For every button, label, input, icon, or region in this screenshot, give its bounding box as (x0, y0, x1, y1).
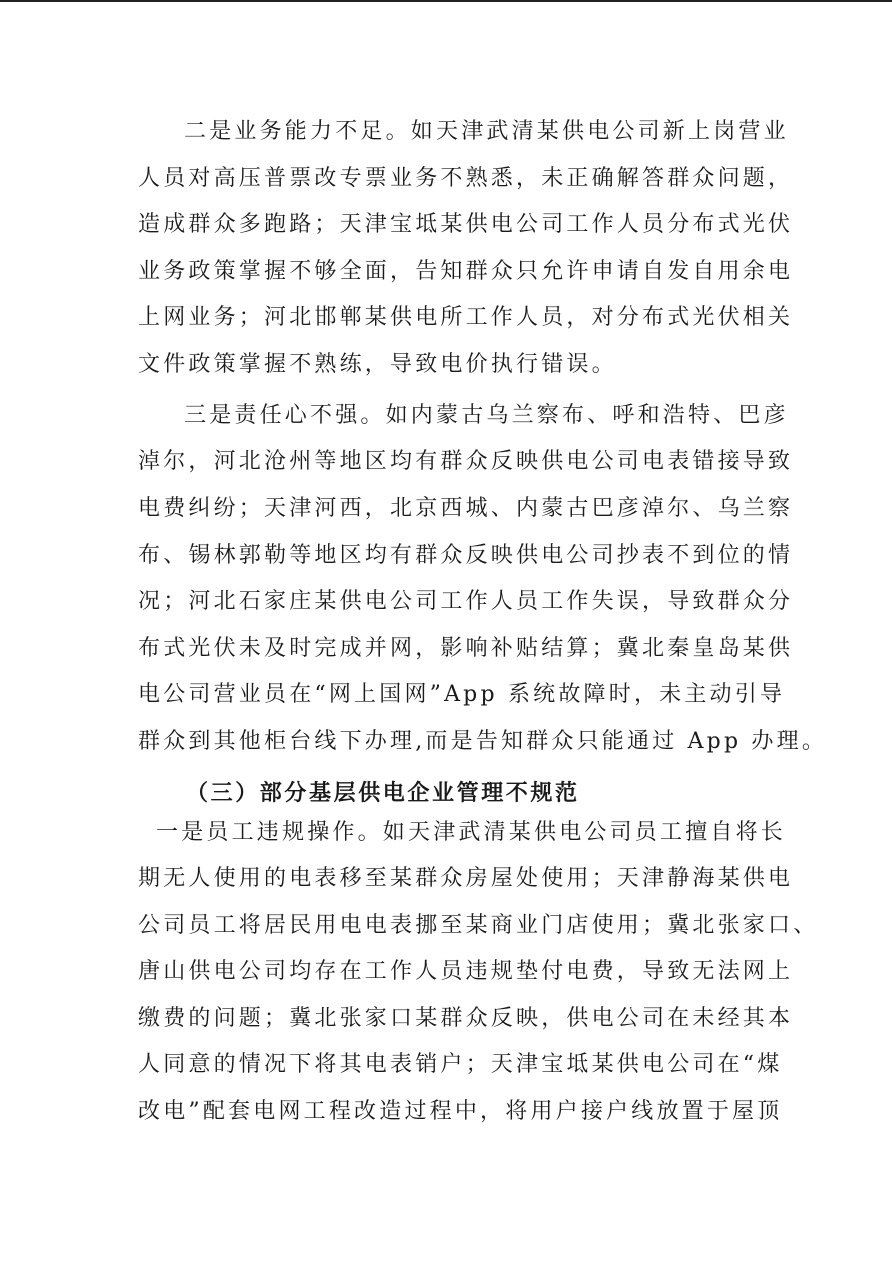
paragraph-1-line-4: 业务政策掌握不够全面，告知群众只允许申请自发自用余电 (138, 259, 794, 284)
paragraph-3-line-5: 缴费的问题；冀北张家口某群众反映，供电公司在未经其本 (138, 1006, 794, 1031)
paragraph-1-line-1: 二是业务能力不足。如天津武清某供电公司新上岗营业 (184, 119, 789, 144)
paragraph-2-line-8: 群众到其他柜台线下办理,而是告知群众只能通过 App 办理。 (138, 729, 828, 754)
paragraph-3-line-7: 改电”配套电网工程改造过程中，将用户接户线放置于屋顶 (138, 1099, 783, 1124)
paragraph-3-line-6: 人同意的情况下将其电表销户；天津宝坻某供电公司在“煤 (138, 1052, 783, 1077)
paragraph-3-line-1: 一是员工违规操作。如天津武清某供电公司员工擅自将长 (156, 820, 787, 845)
paragraph-1-line-3: 造成群众多跑路；天津宝坻某供电公司工作人员分布式光伏 (138, 212, 794, 237)
paragraph-2-line-3: 电费纠纷；天津河西，北京西城、内蒙古巴彦淖尔、乌兰察 (138, 496, 794, 521)
paragraph-2-line-6: 布式光伏未及时完成并网，影响补贴结算；冀北秦皇岛某供 (138, 636, 794, 661)
paragraph-1-line-6: 文件政策掌握不熟练，导致电价执行错误。 (138, 352, 617, 377)
paragraph-1-line-2: 人员对高压普票改专票业务不熟悉，未正确解答群众问题， (138, 166, 794, 191)
paragraph-2-line-1: 三是责任心不强。如内蒙古乌兰察布、呼和浩特、巴彦 (184, 403, 789, 428)
paragraph-2-line-4: 布、锡林郭勒等地区均有群众反映供电公司抄表不到位的情 (138, 543, 794, 568)
paragraph-2-line-7: 电公司营业员在“网上国网”App 系统故障时，未主动引导 (138, 682, 786, 707)
paragraph-1-line-5: 上网业务；河北邯郸某供电所工作人员，对分布式光伏相关 (138, 305, 794, 330)
paragraph-3-line-2: 期无人使用的电表移至某群众房屋处使用；天津静海某供电 (138, 866, 794, 891)
paragraph-3-line-4: 唐山供电公司均存在工作人员违规垫付电费，导致无法网上 (138, 959, 794, 984)
paragraph-2-line-2: 淖尔，河北沧州等地区均有群众反映供电公司电表错接导致 (138, 449, 794, 474)
paragraph-2-line-5: 况；河北石家庄某供电公司工作人员工作失误，导致群众分 (138, 589, 794, 614)
paragraph-3-line-3: 公司员工将居民用电电表挪至某商业门店使用；冀北张家口、 (138, 913, 819, 938)
section-heading: （三）部分基层供电企业管理不规范 (186, 781, 580, 806)
